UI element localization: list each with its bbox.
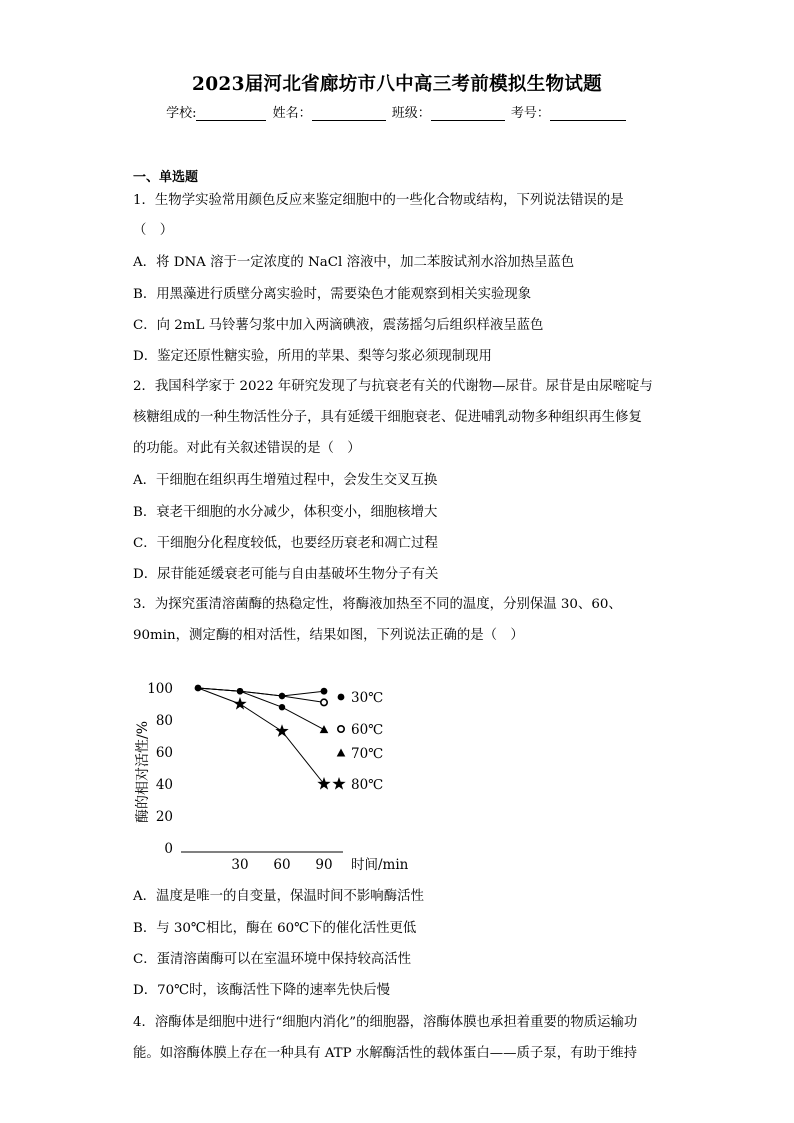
series-end-marker-1 — [321, 699, 327, 705]
section-title: 一、单选题 — [133, 170, 199, 185]
chart-legend — [332, 690, 383, 793]
chart-ticks — [147, 681, 332, 873]
name-label: 姓名： — [272, 106, 312, 121]
legend-marker-1 — [338, 726, 344, 732]
id-label: 考号： — [510, 106, 550, 121]
q4-stem-line1: 4．溶酶体是细胞中进行“细胞内消化”的细胞器，溶酶体膜也承担着重要的物质运输功 — [133, 1015, 638, 1030]
series-line-3 — [198, 688, 324, 784]
y-tick-label: 20 — [155, 809, 173, 825]
series-line-2 — [198, 688, 324, 730]
q3-option-b: B．与 30℃相比，酶在 60℃下的催化活性更低 — [133, 921, 417, 936]
q3-option-d: D．70℃时，该酶活性下降的速率先快后慢 — [133, 983, 391, 998]
student-info-row — [0, 102, 794, 121]
series-marker-3 — [233, 697, 246, 710]
y-tick-label: 100 — [147, 681, 173, 697]
id-blank[interactable] — [550, 106, 626, 121]
y-tick-label: 0 — [164, 841, 173, 857]
q2-option-d: D．尿苷能延缓衰老可能与自由基破坏生物分子有关 — [133, 567, 439, 582]
legend-label-0: 30℃ — [351, 690, 384, 706]
series-marker-3 — [275, 724, 288, 737]
q2-option-a: A．干细胞在组织再生增殖过程中，会发生交叉互换 — [133, 473, 438, 488]
q3-stem-line2: 90min，测定酶的相对活性，结果如图，下列说法正确的是（ ） — [133, 628, 524, 643]
chart-svg — [133, 662, 453, 880]
legend-marker-0 — [338, 694, 345, 701]
y-tick-label: 40 — [155, 777, 173, 793]
q1-option-b: B．用黑藻进行质壁分离实验时，需要染色才能观察到相关实验现象 — [133, 287, 532, 302]
series-point-2 — [237, 688, 243, 694]
school-blank[interactable] — [196, 106, 266, 121]
legend-label-3: 80℃ — [351, 777, 384, 793]
q2-option-c: C．干细胞分化程度较低，也要经历衰老和凋亡过程 — [133, 536, 438, 551]
q1-stem-line2: （ ） — [133, 223, 174, 238]
x-tick-label: 60 — [273, 857, 291, 873]
q1-stem-line1: 1．生物学实验常用颜色反应来鉴定细胞中的一些化合物或结构，下列说法错误的是 — [133, 193, 624, 208]
series-end-marker-2 — [320, 725, 329, 733]
q3-stem-line1: 3．为探究蛋清溶菌酶的热稳定性，将酶液加热至不同的温度，分别保温 30、60、 — [133, 597, 622, 612]
q2-stem-line2: 核糖组成的一种生物活性分子，具有延缓干细胞衰老、促进哺乳动物多种组织再生修复 — [133, 410, 642, 425]
series-end-marker-0 — [321, 688, 328, 695]
chart-series — [195, 685, 331, 790]
school-label: 学校: — [166, 106, 197, 121]
q2-stem-line1: 2．我国科学家于 2022 年研究发现了与抗衰老有关的代谢物—尿苷。尿苷是由尿嘧啶与 — [133, 379, 653, 394]
q3-option-c: C．蛋清溶菌酶可以在室温环境中保持较高活性 — [133, 952, 412, 967]
q1-option-d: D．鉴定还原性糖实验，所用的苹果、梨等匀浆必须现制现用 — [133, 349, 492, 364]
name-blank[interactable] — [312, 106, 386, 121]
x-axis-label: 时间/min — [351, 857, 409, 873]
q1-option-c: C．向 2mL 马铃薯匀浆中加入两滴碘液，震荡摇匀后组织样液呈蓝色 — [133, 318, 544, 333]
page-title: 2023届河北省廊坊市八中高三考前模拟生物试题 — [192, 74, 602, 95]
x-tick-label: 30 — [231, 857, 249, 873]
series-point-1 — [279, 693, 285, 699]
legend-label-1: 60℃ — [351, 722, 384, 738]
class-label: 班级： — [391, 106, 431, 121]
legend-label-2: 70℃ — [351, 746, 384, 762]
q1-option-a: A．将 DNA 溶于一定浓度的 NaCl 溶液中，加二苯胺试剂水浴加热呈蓝色 — [133, 255, 575, 270]
class-blank[interactable] — [431, 106, 505, 121]
y-axis-label: 酶的相对活性/% — [135, 720, 151, 824]
x-tick-label: 90 — [315, 857, 333, 873]
q2-option-b: B．衰老干细胞的水分减少，体积变小，细胞核增大 — [133, 505, 438, 520]
q3-option-a: A．温度是唯一的自变量，保温时间不影响酶活性 — [133, 889, 424, 904]
series-point-2 — [279, 704, 285, 710]
y-tick-label: 80 — [155, 713, 173, 729]
q2-stem-line3: 的功能。对此有关叙述错误的是（ ） — [133, 441, 361, 456]
legend-marker-3 — [332, 777, 345, 790]
q4-stem-line2: 能。如溶酶体膜上存在一种具有 ATP 水解酶活性的载体蛋白——质子泵，有助于维持 — [133, 1046, 638, 1061]
y-tick-label: 60 — [155, 745, 173, 761]
legend-marker-2 — [337, 749, 346, 757]
enzyme-activity-chart — [133, 662, 453, 880]
